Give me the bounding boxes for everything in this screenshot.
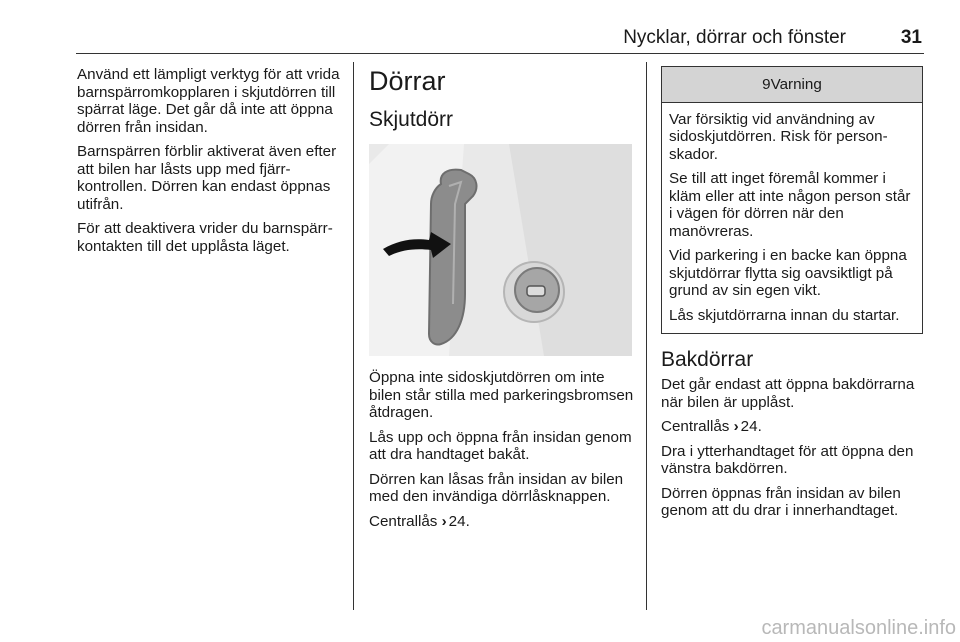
warning-body (662, 103, 922, 334)
warning-paragraph: Vid parkering i en backe kan öppna skjutdörrar flytta sig oavsiktligt på grund av sin egen vikt. (669, 247, 907, 299)
paragraph: Dörren öppnas från insidan av bilen genom att du drar i innerhandtaget. (661, 484, 901, 519)
warning-box (661, 66, 923, 334)
reference-text: Centrallås (369, 512, 438, 530)
column-2 (369, 66, 634, 537)
page-reference-icon: › (733, 418, 739, 435)
reference-page: 24. (448, 512, 470, 530)
reference (661, 418, 925, 436)
watermark: carmanualsonline.info (761, 617, 956, 639)
sliding-door-illustration (369, 144, 632, 356)
column-divider (646, 62, 647, 610)
column-divider (353, 62, 354, 610)
warning-paragraph: Se till att inget föremål kommer i kläm eller att inte någon person står i vägen för dörren när den manövreras. (669, 170, 911, 240)
column-1 (77, 66, 345, 262)
paragraph: Barnspärren förblir aktiverat även efter att bilen har låsts upp med fjärrkontrollen. Dörren kan endast öppnas utifrån. (77, 143, 337, 213)
paragraph: Lås upp och öppna från insidan genom att dra handtaget bakåt. (369, 428, 632, 463)
page-number: 31 (900, 27, 922, 48)
door-handle-figure (369, 144, 632, 356)
warning-title: Varning (770, 76, 822, 93)
warning-symbol: 9 (762, 76, 771, 93)
warning-header (662, 67, 922, 103)
paragraph: Använd ett lämpligt verktyg för att vrida barnspärromkopplaren i skjutdörren till spärrat läge. Det går då inte att öppna dörren från insidan. (77, 66, 340, 136)
section-title: Dörrar (369, 66, 446, 96)
page-header (76, 27, 924, 54)
paragraph: Dörren kan låsas från insidan av bilen med den invändiga dörrlåsknappen. (369, 470, 624, 505)
warning-paragraph: Var försiktig vid användning av sidoskjutdörren. Risk för personskador. (669, 110, 888, 163)
paragraph: Dra i ytterhandtaget för att öppna den vänstra bakdörren. (661, 442, 914, 477)
subsection-title: Bakdörrar (661, 348, 754, 371)
paragraph: Öppna inte sidoskjutdörren om inte bilen står stilla med parkeringsbromsen åtdragen. (369, 369, 634, 421)
reference-page: 24. (740, 418, 762, 435)
paragraph: För att deaktivera vrider du barnspärrkontakten till det upplåsta läget. (77, 220, 333, 255)
lock-button (527, 286, 545, 296)
paragraph: Det går endast att öppna bakdörrarna när bilen är upplåst. (661, 376, 915, 411)
page-reference-icon: › (441, 512, 447, 530)
warning-paragraph: Lås skjutdörrarna innan du startar. (669, 306, 900, 324)
subsection-title: Skjutdörr (369, 108, 454, 131)
reference (369, 513, 634, 531)
chapter-title: Nycklar, dörrar och fönster (623, 27, 846, 48)
column-3 (661, 66, 925, 527)
reference-text: Centrallås (661, 418, 730, 435)
